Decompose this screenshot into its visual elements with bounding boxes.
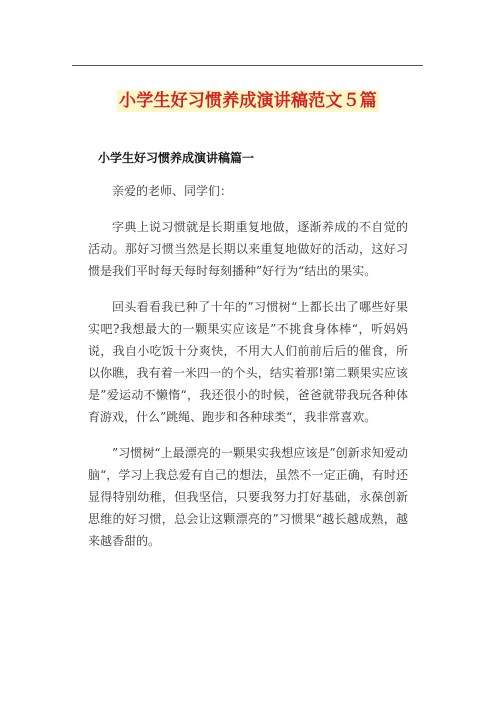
document-title: 小学生好习惯养成演讲稿范文５篇: [119, 91, 377, 111]
paragraph: 回头看看我已种了十年的”习惯树“上都长出了哪些好果实吧?我想最大的一颗果实应该是”不挑食身体棒“，听妈妈说，我自小吃饭十分爽快，不用大人们前前后后的催食，所以你瞧，我有着一米四一的个头，结实着那!第二颗果实应该是”爱运动不懒惰“，我还很小的时候，爸爸就带我玩各种体育游戏，什么”跳绳、跑步和各种球类“，我非常喜欢。: [88, 300, 408, 424]
document-body: [88, 180, 408, 566]
paragraph: ”习惯树“上最漂亮的一颗果实我想应该是”创新求知爱动脑“，学习上我总爱有自己的想法，虽然不一定正确，有时还显得特别幼稚，但我坚信，只要我努力打好基础，永葆创新思维的好习惯，总会让这颗漂亮的”习惯果“越长越成熟，越来越香甜的。: [88, 446, 408, 548]
title-wrap: [0, 90, 496, 112]
section-heading: 小学生好习惯养成演讲稿篇一: [98, 151, 255, 165]
paragraph: 字典上说习惯就是长期重复地做，逐渐养成的不自觉的活动。那好习惯当然是长期以来重复地做好的活动，这好习惯是我们平时每天每时每刻播种”好行为“结出的果实。: [88, 220, 408, 278]
paragraph-greeting: 亲爱的老师、同学们：: [112, 184, 233, 198]
header-rule: [72, 65, 423, 66]
